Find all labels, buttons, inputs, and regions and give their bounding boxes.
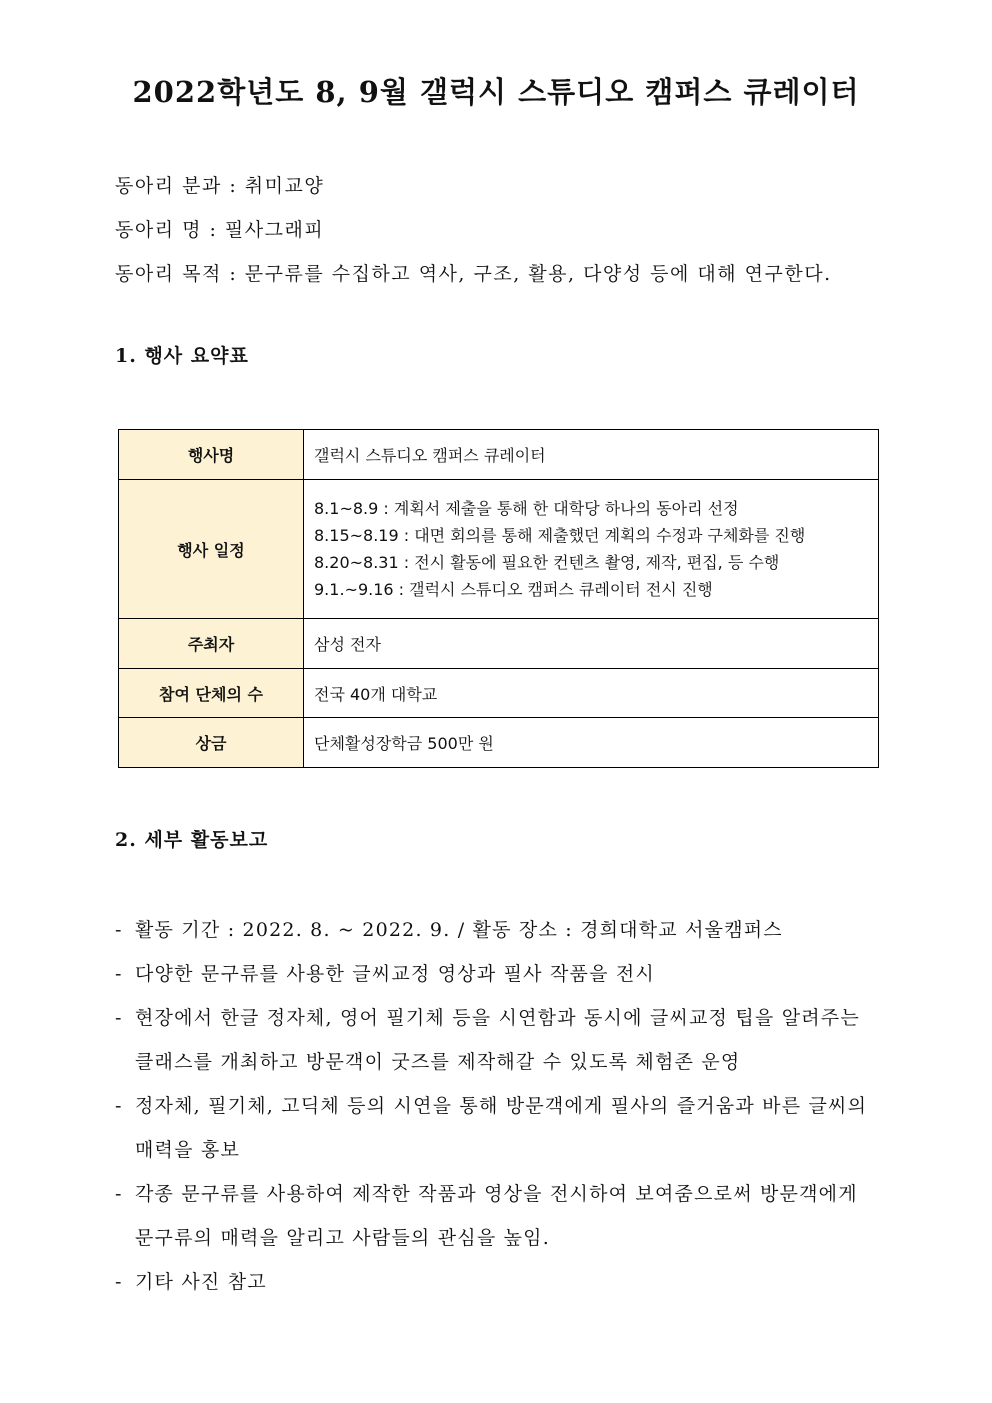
list-item xyxy=(115,1084,880,1172)
club-purpose: 동아리 목적 : 문구류를 수집하고 역사, 구조, 활용, 다양성 등에 대해 연구한다. xyxy=(115,263,832,285)
schedule-line: 9.1.~9.16 : 갤럭시 스튜디오 캠퍼스 큐레이터 전시 진행 xyxy=(314,580,713,599)
table-row xyxy=(119,430,879,480)
table-row xyxy=(119,619,879,669)
event-name-label: 행사명 xyxy=(119,430,304,480)
activity-text: 기타 사진 참고 xyxy=(135,1271,267,1293)
activity-text: 정자체, 필기체, 고딕체 등의 시연을 통해 방문객에게 필사의 즐거움과 바른 글씨의 매력을 홍보 xyxy=(135,1095,868,1161)
schedule-line: 8.15~8.19 : 대면 회의를 통해 제출했던 계획의 수정과 구체화를 진행 xyxy=(314,526,806,545)
prize-label: 상금 xyxy=(119,718,304,768)
event-name-value: 갤럭시 스튜디오 캠퍼스 큐레이터 xyxy=(304,430,879,480)
event-summary-table xyxy=(118,429,879,768)
host-value: 삼성 전자 xyxy=(304,619,879,669)
club-division: 동아리 분과 : 취미교양 xyxy=(115,175,325,197)
participants-label: 참여 단체의 수 xyxy=(119,669,304,718)
activity-text: 활동 기간 : 2022. 8. ~ 2022. 9. / 활동 장소 : 경희대학교 서울캠퍼스 xyxy=(135,919,783,941)
table-row xyxy=(119,718,879,768)
club-name: 동아리 명 : 필사그래피 xyxy=(115,219,325,241)
section2-heading: 2. 세부 활동보고 xyxy=(115,829,269,851)
prize-value: 단체활성장학금 500만 원 xyxy=(304,718,879,768)
list-item xyxy=(115,952,880,996)
bullet-dash: - xyxy=(115,1271,123,1293)
activity-text: 각종 문구류를 사용하여 제작한 작품과 영상을 전시하여 보여줌으로써 방문객에게 문구류의 매력을 알리고 사람들의 관심을 높임. xyxy=(135,1183,858,1249)
table-row xyxy=(119,480,879,619)
bullet-dash: - xyxy=(115,1095,123,1117)
schedule-label: 행사 일정 xyxy=(119,480,304,619)
bullet-dash: - xyxy=(115,963,123,985)
activity-text: 다양한 문구류를 사용한 글씨교정 영상과 필사 작품을 전시 xyxy=(135,963,655,985)
list-item xyxy=(115,996,880,1084)
host-label: 주최자 xyxy=(119,619,304,669)
list-item xyxy=(115,1172,880,1260)
bullet-dash: - xyxy=(115,919,123,941)
table-row xyxy=(119,669,879,718)
page-title: 2022학년도 8, 9월 갤럭시 스튜디오 캠퍼스 큐레이터 xyxy=(132,75,860,109)
activity-text: 현장에서 한글 정자체, 영어 필기체 등을 시연함과 동시에 글씨교정 팁을 알려주는 클래스를 개최하고 방문객이 굿즈를 제작해갈 수 있도록 체험존 운영 xyxy=(135,1007,860,1073)
section1-heading: 1. 행사 요약표 xyxy=(115,345,249,367)
list-item xyxy=(115,908,880,952)
schedule-line: 8.20~8.31 : 전시 활동에 필요한 컨텐츠 촬영, 제작, 편집, 등 수행 xyxy=(314,553,780,572)
bullet-dash: - xyxy=(115,1183,123,1205)
participants-value: 전국 40개 대학교 xyxy=(304,669,879,718)
bullet-dash: - xyxy=(115,1007,123,1029)
activity-list xyxy=(115,908,880,1304)
list-item xyxy=(115,1260,880,1304)
schedule-line: 8.1~8.9 : 계획서 제출을 통해 한 대학당 하나의 동아리 선정 xyxy=(314,499,739,518)
schedule-value xyxy=(304,480,879,619)
